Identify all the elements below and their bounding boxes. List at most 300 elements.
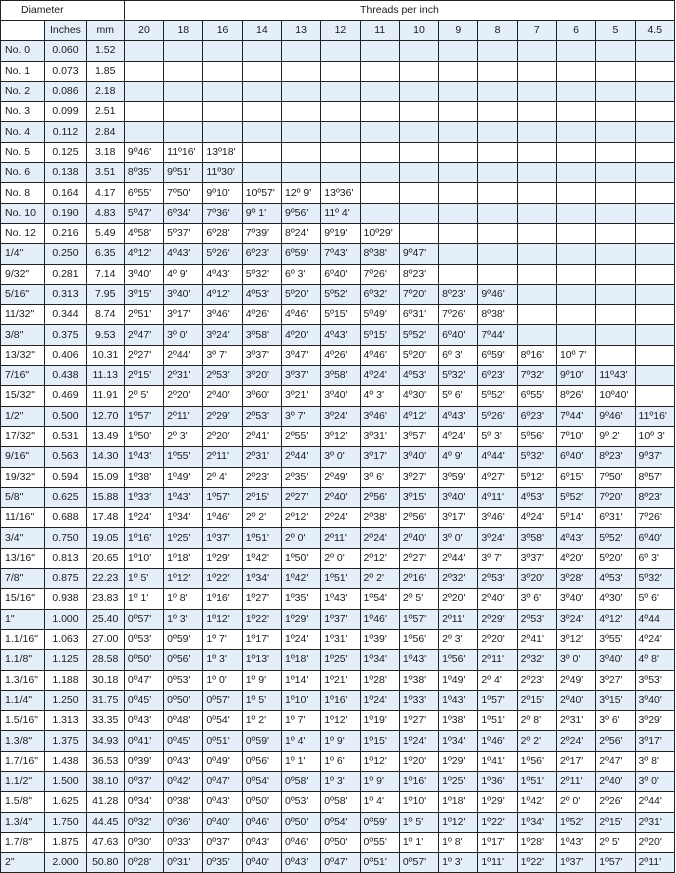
helix-angle-cell: 2º40' (203, 386, 242, 406)
size-cell: 1.3/4" (1, 812, 45, 832)
size-cell: No. 0 (1, 41, 45, 61)
helix-angle-cell (517, 142, 556, 162)
helix-angle-cell (517, 61, 556, 81)
mm-cell: 1.85 (86, 61, 124, 81)
table-body (1, 41, 675, 873)
helix-angle-cell: 1º16' (203, 589, 242, 609)
inches-cell: 0.190 (45, 203, 86, 223)
helix-angle-cell: 5º52' (478, 386, 517, 406)
helix-angle-cell (596, 264, 635, 284)
table-row (1, 81, 675, 101)
mm-cell: 33.35 (86, 711, 124, 731)
mm-cell: 2.51 (86, 102, 124, 122)
helix-angle-cell: 0º57' (203, 690, 242, 710)
helix-angle-cell: 3º40' (164, 284, 203, 304)
helix-angle-cell: 2º 0' (556, 792, 595, 812)
table-row (1, 284, 675, 304)
size-cell: 1.1/2" (1, 771, 45, 791)
helix-angle-cell: 0º54' (242, 771, 281, 791)
helix-angle-cell (439, 81, 478, 101)
helix-angle-cell: 10º29' (360, 223, 399, 243)
helix-angle-cell: 4º43' (164, 244, 203, 264)
helix-angle-cell: 1º16' (399, 771, 438, 791)
helix-angle-cell: 1º29' (203, 548, 242, 568)
helix-angle-cell: 0º40' (203, 812, 242, 832)
helix-angle-cell: 2º44' (164, 345, 203, 365)
size-cell: 3/4" (1, 528, 45, 548)
helix-angle-cell: 3º40' (439, 487, 478, 507)
size-cell: 11/16" (1, 508, 45, 528)
helix-angle-cell: 1º43' (399, 650, 438, 670)
helix-angle-cell: 0º59' (164, 629, 203, 649)
helix-angle-cell: 1º37' (556, 853, 595, 873)
helix-angle-cell: 1º18' (439, 792, 478, 812)
helix-angle-cell: 3º 7' (281, 406, 320, 426)
helix-angle-cell: 1º34' (360, 650, 399, 670)
table-row (1, 41, 675, 61)
helix-angle-cell: 1º 5' (124, 569, 163, 589)
inches-cell: 0.406 (45, 345, 86, 365)
table-row (1, 183, 675, 203)
inches-cell: 0.344 (45, 305, 86, 325)
helix-angle-cell: 2º 0' (321, 548, 360, 568)
helix-angle-cell: 1º34' (242, 569, 281, 589)
helix-angle-cell: 2º27' (281, 487, 320, 507)
helix-angle-cell (596, 81, 635, 101)
helix-angle-cell: 2º29' (203, 406, 242, 426)
inches-cell: 0.813 (45, 548, 86, 568)
helix-angle-cell: 1º31' (321, 629, 360, 649)
helix-angle-cell: 1º 4' (281, 731, 320, 751)
helix-angle-cell: 0º49' (203, 751, 242, 771)
helix-angle-cell: 0º54' (321, 812, 360, 832)
helix-angle-cell: 1º 1' (399, 832, 438, 852)
helix-angle-cell (596, 163, 635, 183)
helix-angle-cell (242, 81, 281, 101)
helix-angle-cell: 1º25' (164, 528, 203, 548)
helix-angle-cell (635, 102, 674, 122)
helix-angle-cell: 8º23' (635, 487, 674, 507)
mm-cell: 11.13 (86, 366, 124, 386)
helix-angle-cell: 4º12' (124, 244, 163, 264)
helix-angle-cell: 4º 9' (164, 264, 203, 284)
size-cell: No. 10 (1, 203, 45, 223)
helix-angle-cell: 6º40' (321, 264, 360, 284)
helix-angle-cell: 3º58' (242, 325, 281, 345)
helix-angle-cell: 1º12' (439, 812, 478, 832)
helix-angle-cell (360, 61, 399, 81)
helix-angle-cell (478, 102, 517, 122)
helix-angle-cell: 5º52' (321, 284, 360, 304)
helix-angle-cell: 2º 2' (360, 569, 399, 589)
helix-angle-cell (556, 223, 595, 243)
helix-angle-cell: 1º33' (399, 690, 438, 710)
size-cell: 2" (1, 853, 45, 873)
helix-angle-cell (517, 203, 556, 223)
helix-angle-cell (556, 183, 595, 203)
helix-angle-cell: 2º56' (399, 508, 438, 528)
helix-angle-cell: 5º32' (517, 447, 556, 467)
inches-cell: 1.063 (45, 629, 86, 649)
helix-angle-cell: 1º24' (124, 508, 163, 528)
helix-angle-cell (556, 244, 595, 264)
helix-angle-cell: 9º19' (321, 223, 360, 243)
helix-angle-cell: 0º37' (203, 832, 242, 852)
helix-angle-cell: 3º17' (439, 508, 478, 528)
mm-cell: 28.58 (86, 650, 124, 670)
helix-angle-cell: 0º50' (321, 832, 360, 852)
helix-angle-cell: 0º28' (124, 853, 163, 873)
helix-angle-cell: 9º56' (281, 203, 320, 223)
helix-angle-cell: 3º46' (478, 508, 517, 528)
helix-angle-cell: 1º 9' (321, 731, 360, 751)
helix-angle-cell (556, 122, 595, 142)
helix-angle-cell: 4º53' (242, 284, 281, 304)
helix-angle-cell: 7º44' (478, 325, 517, 345)
helix-angle-cell: 3º12' (321, 426, 360, 446)
helix-angle-cell: 2º56' (360, 487, 399, 507)
helix-angle-cell: 3º15' (399, 487, 438, 507)
helix-angle-cell: 1º 4' (360, 792, 399, 812)
helix-angle-cell: 3º40' (124, 264, 163, 284)
mm-cell: 36.53 (86, 751, 124, 771)
helix-angle-cell (439, 203, 478, 223)
helix-angle-cell (478, 183, 517, 203)
size-cell: 1.1/16" (1, 629, 45, 649)
inches-cell: 0.313 (45, 284, 86, 304)
helix-angle-cell: 1º22' (242, 609, 281, 629)
helix-angle-cell: 4º43' (321, 325, 360, 345)
mm-cell: 20.65 (86, 548, 124, 568)
table-row (1, 569, 675, 589)
tpi-header: 4.5 (635, 21, 674, 41)
diameter-header: Diameter (1, 1, 125, 21)
helix-angle-cell: 0º54' (203, 711, 242, 731)
helix-angle-cell: 11º30' (203, 163, 242, 183)
table-row (1, 589, 675, 609)
table-row (1, 751, 675, 771)
table-row (1, 345, 675, 365)
helix-angle-cell: 2º12' (281, 508, 320, 528)
size-cell: 17/32" (1, 426, 45, 446)
size-cell: No. 6 (1, 163, 45, 183)
helix-angle-cell: 1º18' (164, 548, 203, 568)
table-row (1, 609, 675, 629)
helix-angle-cell: 3º31' (360, 426, 399, 446)
helix-angle-cell (360, 163, 399, 183)
helix-angle-cell: 0º45' (124, 690, 163, 710)
helix-angle-cell: 7º10' (556, 426, 595, 446)
helix-angle-cell (635, 61, 674, 81)
helix-angle-cell: 1º43' (556, 832, 595, 852)
helix-angle-cell: 0º50' (281, 812, 320, 832)
inches-cell: 1.000 (45, 609, 86, 629)
helix-angle-cell (399, 163, 438, 183)
helix-angle-cell: 0º34' (124, 792, 163, 812)
helix-angle-cell (399, 41, 438, 61)
helix-angle-cell: 0º32' (124, 812, 163, 832)
mm-cell: 38.10 (86, 771, 124, 791)
helix-angle-cell: 9º46' (596, 406, 635, 426)
helix-angle-cell: 3º37' (517, 548, 556, 568)
size-cell: 1" (1, 609, 45, 629)
helix-angle-cell (478, 264, 517, 284)
size-cell: 15/16" (1, 589, 45, 609)
helix-angle-cell (399, 122, 438, 142)
helix-angle-cell: 5º 6' (635, 589, 674, 609)
helix-angle-cell: 0º30' (124, 832, 163, 852)
helix-angle-cell: 1º38' (399, 670, 438, 690)
helix-angle-cell (635, 244, 674, 264)
helix-angle-cell: 5º20' (596, 548, 635, 568)
helix-angle-cell: 5º26' (203, 244, 242, 264)
helix-angle-cell: 0º57' (399, 853, 438, 873)
helix-angle-cell: 7º50' (164, 183, 203, 203)
helix-angle-cell: 1º27' (242, 589, 281, 609)
helix-angle-cell: 0º53' (281, 792, 320, 812)
helix-angle-cell: 8º23' (399, 264, 438, 284)
inches-cell: 0.594 (45, 467, 86, 487)
helix-angle-cell (596, 345, 635, 365)
helix-angle-cell: 2º47' (124, 325, 163, 345)
helix-angle-cell: 8º24' (281, 223, 320, 243)
helix-angle-cell: 7º43' (321, 244, 360, 264)
helix-angle-cell (321, 81, 360, 101)
helix-angle-cell: 0º50' (124, 650, 163, 670)
helix-angle-cell (517, 41, 556, 61)
helix-angle-cell: 1º43' (124, 447, 163, 467)
helix-angle-cell (242, 41, 281, 61)
helix-angle-cell: 1º43' (321, 589, 360, 609)
helix-angle-cell: 2º31' (242, 447, 281, 467)
mm-cell: 34.93 (86, 731, 124, 751)
helix-angle-cell: 6º59' (281, 244, 320, 264)
mm-cell: 3.18 (86, 142, 124, 162)
helix-angle-cell: 1º38' (124, 467, 163, 487)
helix-angle-cell: 1º12' (360, 751, 399, 771)
helix-angle-cell: 5º37' (164, 223, 203, 243)
size-cell: 1.5/8" (1, 792, 45, 812)
helix-angle-cell: 4º 3' (360, 386, 399, 406)
helix-angle-cell: 8º23' (596, 447, 635, 467)
tpi-header: 5 (596, 21, 635, 41)
mm-cell: 27.00 (86, 629, 124, 649)
helix-angle-cell: 3º17' (360, 447, 399, 467)
inches-cell: 0.500 (45, 406, 86, 426)
helix-angle-cell: 1º22' (203, 569, 242, 589)
helix-angle-cell: 2º11' (164, 406, 203, 426)
helix-angle-cell (478, 122, 517, 142)
helix-angle-cell: 2º53' (478, 569, 517, 589)
helix-angle-cell: 4º24' (635, 629, 674, 649)
helix-angle-cell: 1º 8' (164, 589, 203, 609)
helix-angle-cell (596, 305, 635, 325)
helix-angle-cell (439, 41, 478, 61)
helix-angle-cell: 2º49' (321, 467, 360, 487)
helix-angle-cell: 0º47' (203, 771, 242, 791)
helix-angle-cell (164, 81, 203, 101)
helix-angle-cell: 9º51' (164, 163, 203, 183)
helix-angle-cell: 1º29' (478, 792, 517, 812)
helix-angle-cell: 2º44' (439, 548, 478, 568)
tpi-header: 20 (124, 21, 163, 41)
helix-angle-cell: 7º32' (517, 366, 556, 386)
helix-angle-cell: 1º11' (478, 853, 517, 873)
helix-angle-cell: 2º 5' (399, 589, 438, 609)
helix-angle-cell: 0º33' (164, 832, 203, 852)
size-cell: 1.3/16" (1, 670, 45, 690)
helix-angle-cell: 1º10' (124, 548, 163, 568)
helix-angle-cell: 1º16' (321, 690, 360, 710)
helix-angle-cell (596, 223, 635, 243)
helix-angle-cell: 2º41' (517, 629, 556, 649)
helix-angle-cell: 3º55' (596, 629, 635, 649)
helix-angle-cell: 1º29' (439, 751, 478, 771)
helix-angle-cell: 2º31' (556, 711, 595, 731)
helix-angle-cell: 2º11' (321, 528, 360, 548)
helix-angle-cell: 4º12' (203, 284, 242, 304)
helix-angle-cell: 0º58' (281, 771, 320, 791)
mm-cell: 6.35 (86, 244, 124, 264)
helix-angle-cell (242, 102, 281, 122)
helix-angle-cell (556, 325, 595, 345)
size-cell: 1/2" (1, 406, 45, 426)
helix-angle-cell: 2º47' (596, 751, 635, 771)
helix-angle-cell: 1º51' (242, 528, 281, 548)
mm-cell: 2.84 (86, 122, 124, 142)
helix-angle-cell: 3º27' (596, 670, 635, 690)
helix-angle-cell (517, 183, 556, 203)
helix-angle-cell (478, 81, 517, 101)
inches-cell: 0.138 (45, 163, 86, 183)
helix-angle-cell: 2º 4' (203, 467, 242, 487)
helix-angle-cell: 1º52' (556, 812, 595, 832)
helix-angle-cell: 1º49' (439, 670, 478, 690)
helix-angle-cell: 2º24' (556, 731, 595, 751)
helix-angle-cell (399, 102, 438, 122)
helix-angle-cell: 1º24' (360, 690, 399, 710)
helix-angle-cell (596, 244, 635, 264)
inches-cell: 0.086 (45, 81, 86, 101)
table-row (1, 508, 675, 528)
helix-angle-cell: 3º 6' (596, 711, 635, 731)
helix-angle-cell: 0º43' (203, 792, 242, 812)
helix-angle-cell: 5º 3' (478, 426, 517, 446)
helix-angle-cell: 4º58' (124, 223, 163, 243)
size-cell: 1.7/16" (1, 751, 45, 771)
helix-angle-cell: 2º32' (439, 569, 478, 589)
inches-cell: 0.060 (45, 41, 86, 61)
helix-angle-cell (124, 122, 163, 142)
helix-angle-cell: 6º23' (517, 406, 556, 426)
table-row (1, 548, 675, 568)
helix-angle-cell (360, 122, 399, 142)
helix-angle-cell: 2º11' (556, 771, 595, 791)
helix-angle-cell (164, 102, 203, 122)
helix-angle-cell (439, 61, 478, 81)
inches-cell: 1.188 (45, 670, 86, 690)
helix-angle-cell: 10º 7' (556, 345, 595, 365)
helix-angle-cell: 0º56' (242, 751, 281, 771)
table-row (1, 163, 675, 183)
mm-cell: 1.52 (86, 41, 124, 61)
helix-angle-cell: 3º17' (164, 305, 203, 325)
helix-angle-cell: 3º58' (517, 528, 556, 548)
helix-angle-cell: 1º 1' (124, 589, 163, 609)
helix-angle-cell: 1º 5' (399, 812, 438, 832)
helix-angle-cell: 2º40' (556, 690, 595, 710)
helix-angle-cell: 3º60' (242, 386, 281, 406)
helix-angle-cell: 1º 3' (203, 650, 242, 670)
helix-angle-cell (596, 183, 635, 203)
helix-angle-cell: 2º 8' (517, 711, 556, 731)
tpi-header: 18 (164, 21, 203, 41)
helix-angle-cell: 0º53' (164, 670, 203, 690)
helix-angle-cell (517, 81, 556, 101)
helix-angle-cell (478, 203, 517, 223)
helix-angle-cell (596, 122, 635, 142)
size-cell: 9/32" (1, 264, 45, 284)
helix-angle-cell: 4º26' (242, 305, 281, 325)
helix-angle-cell: 4º24' (439, 426, 478, 446)
inches-cell: 0.112 (45, 122, 86, 142)
helix-angle-cell (635, 345, 674, 365)
helix-angle-cell: 8º38' (478, 305, 517, 325)
helix-angle-cell: 1º17' (242, 629, 281, 649)
helix-angle-cell (635, 223, 674, 243)
helix-angle-cell: 1º42' (517, 792, 556, 812)
inches-cell: 0.099 (45, 102, 86, 122)
mm-cell: 11.91 (86, 386, 124, 406)
helix-angle-cell: 2º51' (124, 305, 163, 325)
table-row (1, 711, 675, 731)
mm-cell: 30.18 (86, 670, 124, 690)
helix-angle-cell: 8º57' (635, 467, 674, 487)
helix-angle-cell: 3º47' (281, 345, 320, 365)
header-row-sub (1, 21, 675, 41)
helix-angle-cell: 8º16' (517, 345, 556, 365)
helix-angle-cell: 1º50' (124, 426, 163, 446)
helix-angle-cell: 6º28' (203, 223, 242, 243)
helix-angle-cell (635, 305, 674, 325)
table-row (1, 142, 675, 162)
table-row (1, 792, 675, 812)
size-cell: 7/8" (1, 569, 45, 589)
mm-header: mm (86, 21, 124, 41)
helix-angle-cell: 2º40' (399, 528, 438, 548)
helix-angle-cell (556, 142, 595, 162)
table-row (1, 528, 675, 548)
helix-angle-cell (360, 142, 399, 162)
helix-angle-cell: 2º20' (439, 589, 478, 609)
mm-cell: 2.18 (86, 81, 124, 101)
helix-angle-cell: 6º23' (242, 244, 281, 264)
helix-angle-cell (517, 122, 556, 142)
helix-angle-cell: 0º50' (242, 792, 281, 812)
inches-cell: 1.875 (45, 832, 86, 852)
size-cell: 9/16" (1, 447, 45, 467)
helix-angle-cell: 3º 6' (517, 589, 556, 609)
helix-angle-cell: 1º46' (203, 508, 242, 528)
helix-angle-cell: 3º46' (360, 406, 399, 426)
table-row (1, 102, 675, 122)
helix-angle-cell: 3º20' (517, 569, 556, 589)
helix-angle-cell: 1º37' (203, 528, 242, 548)
helix-angle-cell (478, 41, 517, 61)
helix-angle-cell: 2º11' (203, 447, 242, 467)
table-row (1, 366, 675, 386)
helix-angle-cell: 4º 9' (439, 447, 478, 467)
